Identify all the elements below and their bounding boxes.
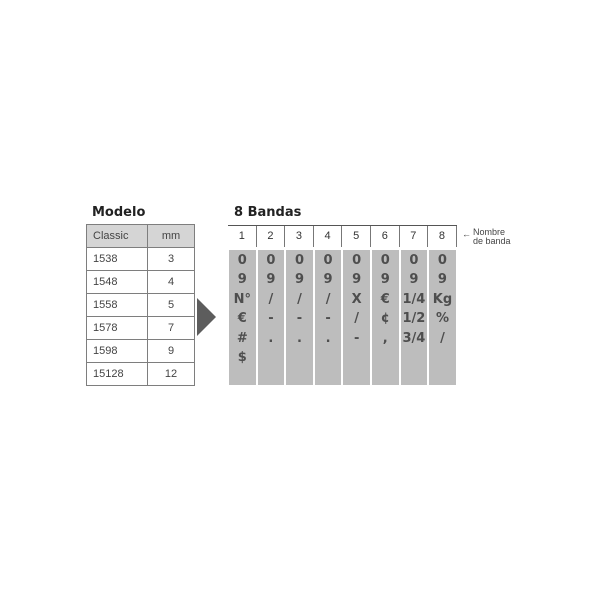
band-name-line2: de banda: [473, 236, 511, 246]
band-char: -: [268, 311, 274, 327]
band-number: 1: [228, 226, 257, 247]
model-size: 4: [148, 271, 195, 294]
band-char: -: [325, 311, 331, 327]
band-char: N°: [233, 291, 251, 307]
band-body: [286, 250, 313, 385]
band-char: .: [297, 330, 302, 346]
table-row: [87, 317, 195, 340]
band-name-line1: Nombre: [473, 227, 506, 237]
model-code: 1538: [87, 248, 148, 271]
band-char: /: [354, 311, 360, 327]
band-char: 9: [294, 272, 304, 288]
band-char: /: [297, 291, 302, 307]
arrow-left-icon: ←: [462, 229, 471, 239]
band-char: /: [440, 330, 445, 346]
band-char: /: [325, 291, 331, 307]
table-row: [87, 248, 195, 271]
table-row: [87, 363, 195, 386]
band-column: [342, 226, 371, 385]
band-char: ,: [382, 330, 388, 346]
modelo-header-row: [87, 225, 195, 248]
band-body: [372, 250, 399, 385]
band-name-text: [473, 228, 533, 246]
band-char: X: [351, 291, 362, 307]
band-char: 0: [294, 253, 304, 268]
band-number: 6: [371, 226, 400, 247]
band-column: [228, 226, 257, 385]
model-code: 1558: [87, 294, 148, 317]
band-char: Kg: [432, 291, 453, 307]
band-char: #: [236, 330, 248, 346]
band-number: 7: [400, 226, 429, 247]
model-size: 5: [148, 294, 195, 317]
modelo-title: Modelo: [92, 205, 146, 220]
band-column: [400, 226, 429, 385]
band-char: 0: [437, 253, 447, 268]
band-body: [401, 250, 428, 385]
band-number: 8: [428, 226, 457, 247]
band-char: ¢: [380, 311, 390, 327]
band-char: 0: [237, 253, 247, 268]
band-char: 3/4: [402, 330, 426, 346]
band-char: 0: [352, 253, 362, 268]
band-char: 9: [237, 272, 247, 288]
band-column: [371, 226, 400, 385]
band-char: 0: [323, 253, 333, 268]
band-char: -: [296, 311, 303, 327]
band-column: [428, 226, 457, 385]
band-char: $: [237, 349, 247, 365]
band-body: [229, 250, 256, 385]
band-char: 0: [266, 253, 276, 268]
band-char: 9: [409, 272, 419, 288]
band-char: 1/2: [402, 311, 426, 327]
band-column: [285, 226, 314, 385]
band-column: [257, 226, 286, 385]
band-char: -: [353, 330, 360, 346]
triangle-right-icon: [197, 298, 216, 336]
band-char: €: [237, 311, 247, 327]
band-number: 2: [257, 226, 286, 247]
band-char: 1/4: [402, 291, 426, 307]
band-char: €: [380, 291, 390, 307]
model-size: 9: [148, 340, 195, 363]
band-body: [315, 250, 342, 385]
table-row: [87, 294, 195, 317]
band-char: 0: [409, 253, 419, 268]
band-body: [258, 250, 285, 385]
model-size: 3: [148, 248, 195, 271]
table-row: [87, 271, 195, 294]
band-body: [343, 250, 370, 385]
table-row: [87, 340, 195, 363]
header-mm: mm: [148, 225, 195, 248]
band-char: 9: [323, 272, 333, 288]
band-char: 9: [266, 272, 276, 288]
band-char: 9: [352, 272, 362, 288]
model-code: 1578: [87, 317, 148, 340]
band-body: [429, 250, 456, 385]
band-char: .: [325, 330, 331, 346]
model-code: 15128: [87, 363, 148, 386]
band-number: 4: [314, 226, 343, 247]
band-column: [314, 226, 343, 385]
band-number: 3: [285, 226, 314, 247]
band-grid: [228, 226, 457, 385]
band-char: .: [268, 330, 274, 346]
model-code: 1548: [87, 271, 148, 294]
band-char: 0: [380, 253, 390, 268]
band-char: 9: [380, 272, 390, 288]
model-size: 7: [148, 317, 195, 340]
band-char: 9: [437, 272, 447, 288]
header-classic: Classic: [87, 225, 148, 248]
modelo-table: [86, 224, 195, 386]
band-number: 5: [342, 226, 371, 247]
bandas-title: 8 Bandas: [234, 205, 302, 220]
band-char: %: [435, 311, 449, 327]
band-char: /: [268, 291, 274, 307]
model-size: 12: [148, 363, 195, 386]
model-code: 1598: [87, 340, 148, 363]
